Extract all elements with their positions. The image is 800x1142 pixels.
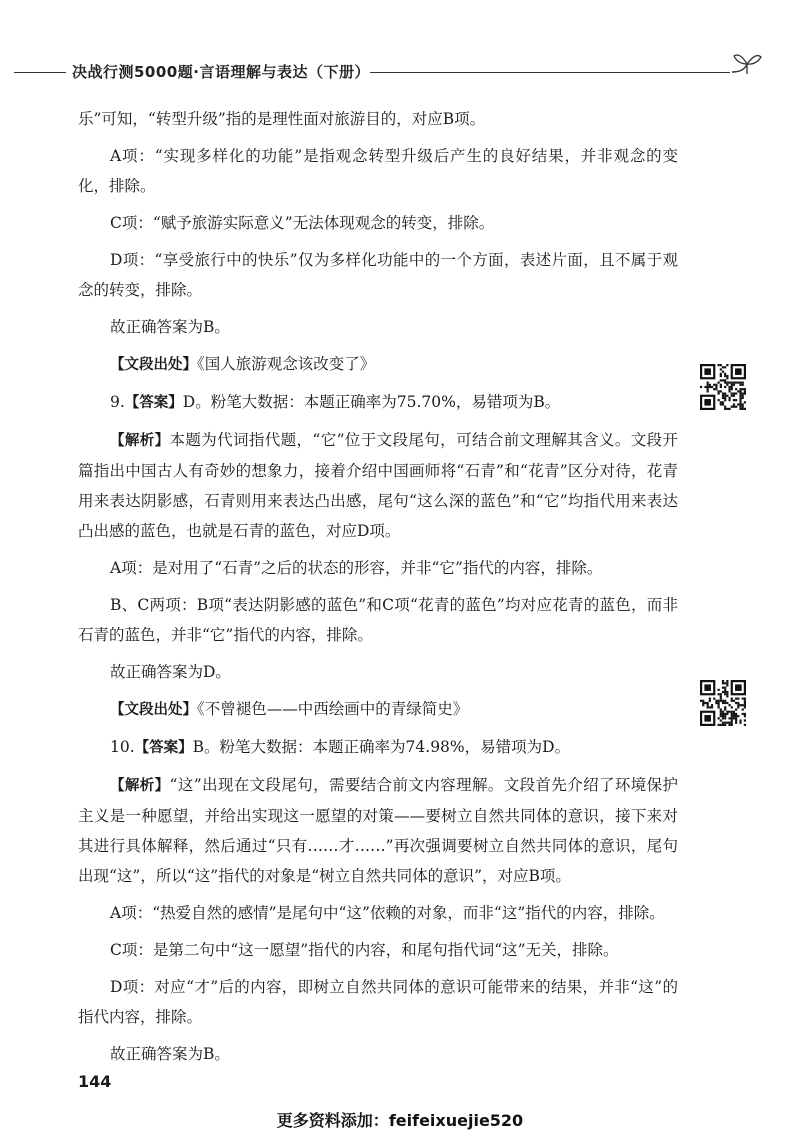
paragraph-text: A项：是对用了“石青”之后的状态的形容，并非“它”指代的内容，排除。 xyxy=(110,559,603,577)
paragraph-text: D。粉笔大数据：本题正确率为75.70%，易错项为B。 xyxy=(182,393,561,411)
paragraph xyxy=(78,425,678,546)
paragraph-text: A项：“热爱自然的感情”是尾句中“这”依赖的对象，而非“这”指代的内容，排除。 xyxy=(110,904,665,922)
paragraph xyxy=(78,972,678,1032)
section-tag: 【解析】 xyxy=(110,433,170,449)
paragraph-text: 《不曾褪色——中西绘画中的青绿简史》 xyxy=(197,700,469,718)
paragraph-text: 《国人旅游观念该改变了》 xyxy=(197,355,376,373)
paragraph xyxy=(78,104,678,134)
question-number: 9. xyxy=(110,393,125,411)
section-tag: 【文段出处】 xyxy=(110,357,197,373)
paragraph xyxy=(78,141,678,201)
paragraph-text: D项：“享受旅行中的快乐”仅为多样化功能中的一个方面，表述片面，且不属于观念的转变，排除。 xyxy=(78,251,678,299)
paragraph xyxy=(78,312,678,342)
footer-contact-note xyxy=(0,1108,800,1131)
page-number: 144 xyxy=(78,1072,112,1091)
paragraph xyxy=(78,935,678,965)
paragraph-text: B。粉笔大数据：本题正确率为74.98%，易错项为D。 xyxy=(192,738,571,756)
paragraph xyxy=(78,553,678,583)
paragraph-text: A项：“实现多样化的功能”是指观念转型升级后产生的良好结果，并非观念的变化，排除。 xyxy=(78,147,678,195)
paragraph-text: 故正确答案为D。 xyxy=(110,663,231,681)
header-rule-left xyxy=(14,72,66,73)
paragraph xyxy=(78,1039,678,1069)
footer-contact: feifeixuejie520 xyxy=(388,1111,524,1130)
paragraph xyxy=(78,732,678,763)
paragraph-text: 本题为代词指代题，“它”位于文段尾句，可结合前文理解其含义。文段开篇指出中国古人有奇妙的想象力，接着介绍中国画师将“石青”和“花青”区分对待，花青用来表达阴影感，石青则用来表达凸出感，尾句“这么深的蓝色”和“它”均指代用来表达凸出感的蓝色，也就是石青的蓝色，对应D项。 xyxy=(78,431,678,540)
paragraph xyxy=(78,208,678,238)
paragraph-text: C项：是第二句中“这一愿望”指代的内容，和尾句指代词“这”无关，排除。 xyxy=(110,941,619,959)
section-tag: 【答案】 xyxy=(134,740,193,756)
question-number: 10. xyxy=(110,738,135,756)
header-rule-right xyxy=(370,72,730,73)
footer-label: 更多资料添加： xyxy=(276,1111,389,1130)
book-title: 决战行测5000题·言语理解与表达（下册） xyxy=(72,63,370,81)
sprout-icon xyxy=(730,50,764,78)
paragraph-text: B、C两项：B项“表达阴影感的蓝色”和C项“花青的蓝色”均对应花青的蓝色，而非石青的蓝色，并非“它”指代的内容，排除。 xyxy=(78,596,678,644)
section-tag: 【解析】 xyxy=(110,778,170,794)
paragraph-text: 乐”可知，“转型升级”指的是理性面对旅游目的，对应B项。 xyxy=(78,110,486,128)
paragraph xyxy=(78,694,678,725)
paragraph xyxy=(78,898,678,928)
paragraph xyxy=(78,387,678,418)
paragraph-text: D项：对应“才”后的内容，即树立自然共同体的意识可能带来的结果，并非“这”的指代内容，排除。 xyxy=(78,978,678,1026)
section-tag: 【答案】 xyxy=(124,395,183,411)
qr-code-icon xyxy=(700,680,746,726)
paragraph-text: 故正确答案为B。 xyxy=(110,1045,230,1063)
qr-code-icon xyxy=(700,364,746,410)
paragraph xyxy=(78,657,678,687)
paragraph xyxy=(78,590,678,650)
paragraph xyxy=(78,245,678,305)
paragraph xyxy=(78,349,678,380)
paragraph-text: 故正确答案为B。 xyxy=(110,318,230,336)
paragraph-text: C项：“赋予旅游实际意义”无法体现观念的转变，排除。 xyxy=(110,214,495,232)
paragraph-text: “这”出现在文段尾句，需要结合前文内容理解。文段首先介绍了环境保护主义是一种愿望，并给出实现这一愿望的对策——要树立自然共同体的意识，接下来对其进行具体解释，然后通过“只有……才……”再次强调要树立自然共同体的意识，尾句出现“这”，所以“这”指代的对象是“树立自然共同体的意识”，对应B项。 xyxy=(78,776,678,885)
section-tag: 【文段出处】 xyxy=(110,702,197,718)
running-header xyxy=(0,58,800,82)
page-body xyxy=(78,104,678,1076)
paragraph xyxy=(78,770,678,891)
